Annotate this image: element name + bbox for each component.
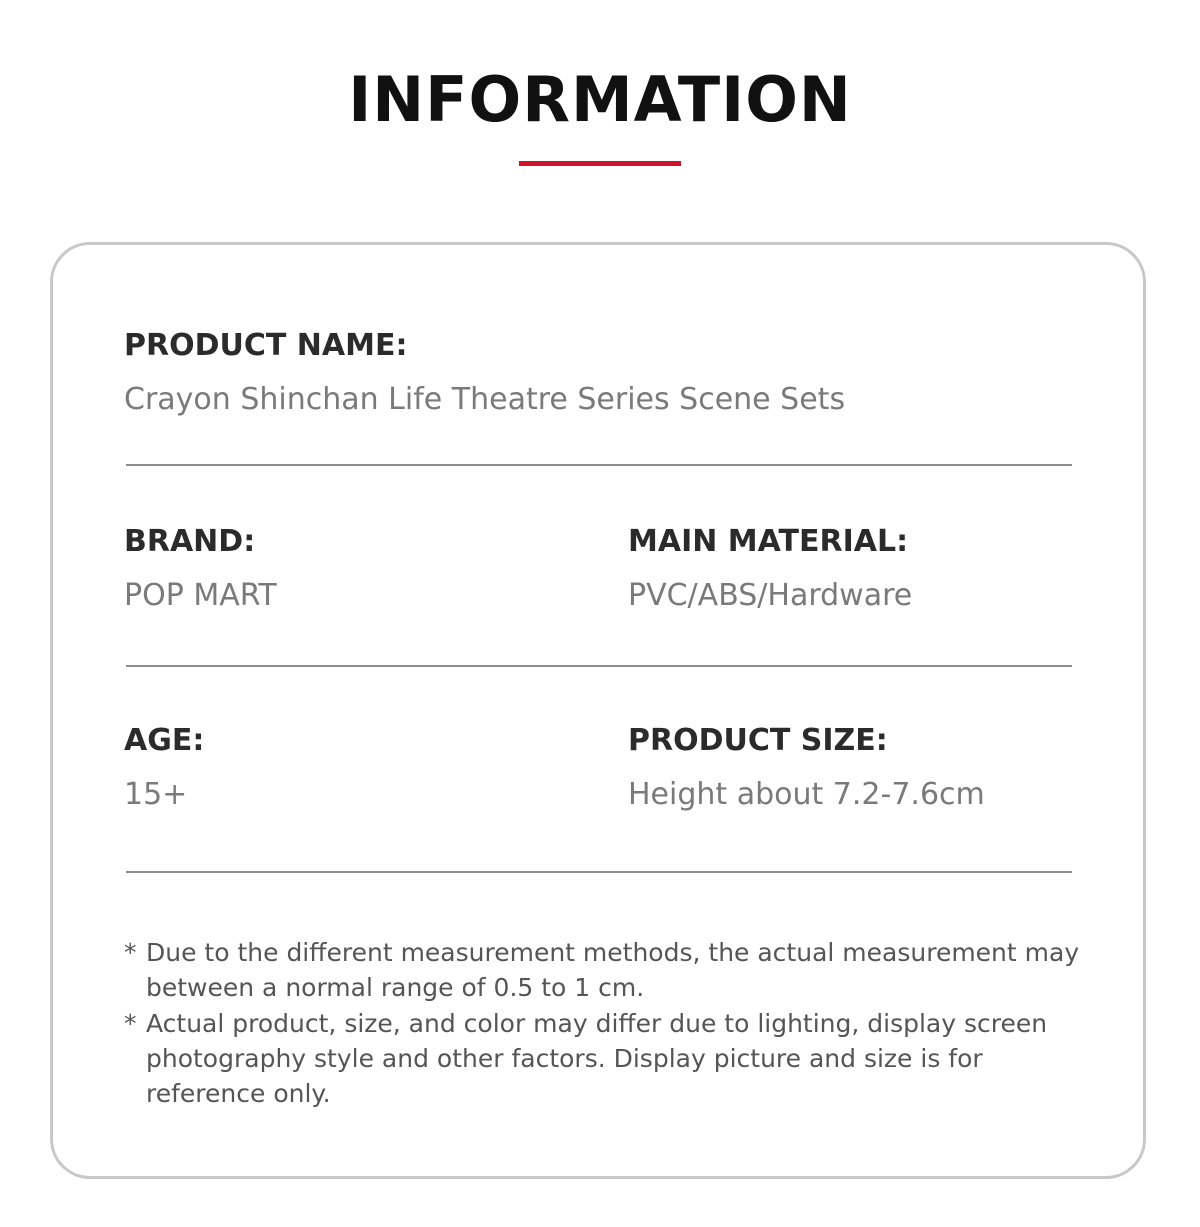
- product-name-label: PRODUCT NAME:: [124, 328, 408, 363]
- brand-value: POP MART: [124, 578, 277, 613]
- asterisk-bullet: *: [124, 1009, 137, 1038]
- product-size-label: PRODUCT SIZE:: [628, 723, 888, 758]
- brand-label: BRAND:: [124, 524, 256, 559]
- main-material-value: PVC/ABS/Hardware: [628, 578, 913, 613]
- age-label: AGE:: [124, 723, 205, 758]
- divider: [126, 665, 1072, 667]
- disclaimer-note: [124, 1006, 1094, 1111]
- page-title: INFORMATION: [348, 63, 852, 136]
- disclaimer-note: [124, 935, 1094, 1005]
- disclaimer-text: Actual product, size, and color may differ due to lighting, display screen photography style and other factors. Display picture and size is for reference only.: [146, 1009, 1048, 1108]
- age-value: 15+: [124, 777, 188, 812]
- disclaimer-text: Due to the different measurement methods, the actual measurement may between a normal range of 0.5 to 1 cm.: [146, 938, 1080, 1002]
- main-material-label: MAIN MATERIAL:: [628, 524, 909, 559]
- product-name-value: Crayon Shinchan Life Theatre Series Scene Sets: [124, 382, 846, 417]
- product-size-value: Height about 7.2-7.6cm: [628, 777, 985, 812]
- divider: [126, 871, 1072, 873]
- divider: [126, 464, 1072, 466]
- title-underline: [519, 161, 681, 166]
- asterisk-bullet: *: [124, 938, 137, 967]
